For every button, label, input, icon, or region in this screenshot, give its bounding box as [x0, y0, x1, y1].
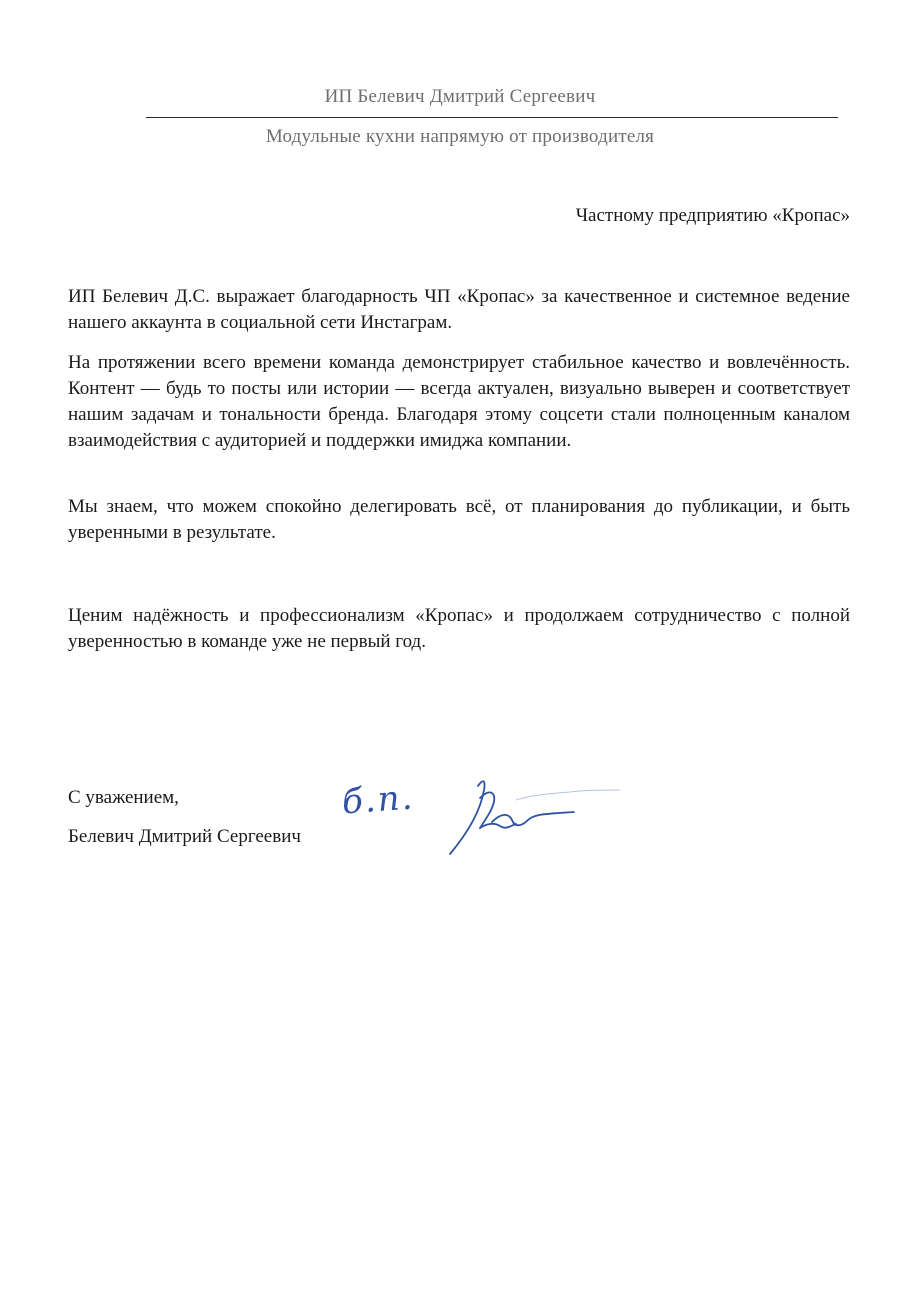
- addressee: Частному предприятию «Кропас»: [575, 205, 850, 226]
- closing-phrase: С уважением,: [68, 787, 179, 808]
- signer-name: Белевич Дмитрий Сергеевич: [68, 826, 301, 847]
- paragraph-quality: На протяжении всего времени команда демонстрирует стабильное качество и вовлечённость. Контент — будь то посты или истории — всегда актуален, визуально выверен и соответствует нашим задачам и тональности бренда. Благодаря этому соцсети стали полноценным каналом взаимодействия с аудиторией и поддержки имиджа компании.: [68, 352, 850, 451]
- letterhead-divider: [146, 117, 838, 118]
- letterhead-tagline: Модульные кухни напрямую от производителя: [265, 126, 655, 147]
- handwritten-signature: [330, 768, 710, 868]
- paragraph-cooperation: Ценим надёжность и профессионализм «Кропас» и продолжаем сотрудничество с полной уверенностью в команде уже не первый год.: [68, 605, 850, 652]
- handwritten-abbreviation: б.п.: [340, 777, 416, 823]
- paragraph-gratitude: ИП Белевич Д.С. выражает благодарность ЧП «Кропас» за качественное и системное ведение нашего аккаунта в социальной сети Инстаграм.: [68, 286, 850, 333]
- paragraph-delegation: Мы знаем, что можем спокойно делегировать всё, от планирования до публикации, и быть уверенными в результате.: [68, 496, 850, 543]
- letterhead-name: ИП Белевич Дмитрий Сергеевич: [324, 86, 596, 107]
